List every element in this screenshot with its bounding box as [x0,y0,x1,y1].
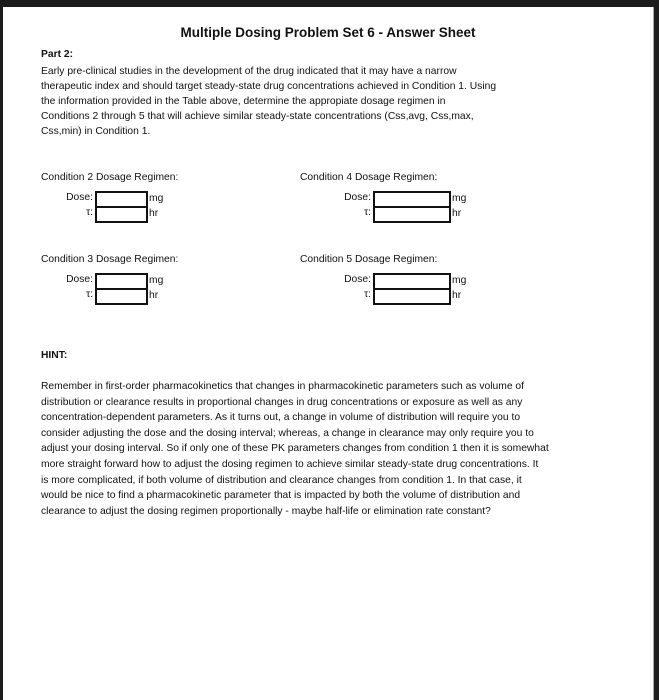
part-label: Part 2: [41,49,74,60]
tau-unit: hr [452,208,462,219]
tau-label: τ: [86,289,93,300]
tau-unit: hr [149,208,159,219]
intro-line: Conditions 2 through 5 that will achieve similar steady-state concentrations (Css,avg, Css,max, [41,111,474,122]
dose-unit: mg [452,193,467,204]
dose-label: Dose: [344,274,371,285]
page-title: Multiple Dosing Problem Set 6 - Answer Sheet [180,25,476,40]
tau-unit: hr [452,290,462,301]
hint-line: adjust your dosing interval. So if only one of these PK parameters changes from condition 1 then it is somewhat [41,443,549,455]
intro-line: the information provided in the Table above, determine the appropiate dosage regimen in [41,96,446,107]
answer-sheet-page [3,7,654,700]
tau-label: τ: [364,289,371,300]
dose-unit: mg [149,275,164,286]
condition-5-tau-input[interactable] [373,288,451,305]
hint-line: would be nice to find a pharmacokinetic parameter that is impacted by both the volume of distribution and [41,490,521,502]
hint-line: Remember in first-order pharmacokinetics that changes in pharmacokinetic parameters such as volume of [41,381,525,392]
condition-4-label: Condition 4 Dosage Regimen: [300,172,438,183]
intro-line: Early pre-clinical studies in the development of the drug indicated that it may have a narrow [41,66,457,77]
intro-line: Css,min) in Condition 1. [41,126,151,137]
tau-unit: hr [149,290,159,301]
tau-label: τ: [86,207,93,218]
intro-line: therapeutic index and should target steady-state drug concentrations achieved in Condition 1. Using [41,81,497,92]
hint-line: clearance to adjust the dosing regimen proportionally - maybe half-life or elimination rate constant? [41,505,491,517]
hint-line: distribution or clearance results in proportional changes in drug concentrations or exposure as well as any [41,396,523,408]
hint-line: more straight forward how to adjust the dosing regimen to achieve similar steady-state drug concentrations. It [41,458,539,470]
tau-label: τ: [364,207,371,218]
condition-5-label: Condition 5 Dosage Regimen: [300,254,438,265]
dose-unit: mg [452,275,467,286]
dose-label: Dose: [66,192,93,203]
condition-2-label: Condition 2 Dosage Regimen: [41,172,179,183]
hint-paragraph [41,379,601,519]
condition-3-label: Condition 3 Dosage Regimen: [41,254,179,265]
dose-unit: mg [149,193,164,204]
dose-label: Dose: [66,274,93,285]
condition-2-tau-input[interactable] [95,206,148,223]
hint-line: concentration-dependent parameters. As it turns out, a change in volume of distribution will require you to [41,412,521,424]
condition-4-tau-input[interactable] [373,206,451,223]
hint-line: is more complicated, if both volume of distribution and clearance changes from condition 1. In that case, it [41,474,522,486]
condition-3-tau-input[interactable] [95,288,148,305]
dose-label: Dose: [344,192,371,203]
hint-label: HINT: [41,350,68,361]
intro-paragraph [41,64,581,139]
hint-line: consider adjusting the dose and the dosing interval; whereas, a change in clearance may only require you to [41,427,534,439]
